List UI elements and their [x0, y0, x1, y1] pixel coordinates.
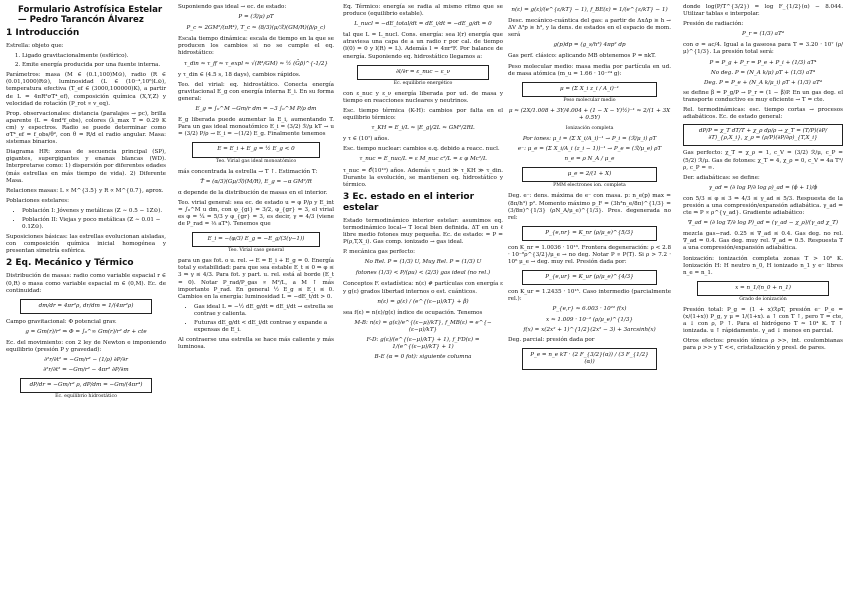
- energia-list: [178, 304, 334, 334]
- nonrel-degenerate-box: P_{e,nr} = K_nr (ρ/μ_e)^{5/3}: [522, 226, 657, 241]
- electron-density-equation: n_e = ρ N_A / μ_e: [564, 156, 615, 163]
- list-item: • Futuras dE_g/dt < dE_i/dt contrae y expande a expensas de E_i.: [194, 320, 334, 334]
- nuclear-timescale-text: Esc. tiempo nuclear: cambios e.q. debido a reacc. nucl.: [343, 146, 500, 153]
- suposiciones-text: Suposiciones básicas: las estrellas evolucionan aisladas, con composición química inicial homogénea y presentan simetría esférica.: [6, 234, 166, 255]
- energy-balance-caption: Ec. equilibrio energético: [393, 80, 453, 86]
- list-item: 2. Emite energía producida por una fuente interna.: [22, 62, 166, 69]
- ionization-degree-caption: Grado de ionización: [739, 296, 787, 302]
- tablas-text: donde log(P/T^{3/2}) = log F_{1/2}(α) − 8.044. Utilizar tablas e interpolar.: [683, 4, 843, 18]
- otros-efectos-text: Otros efectos: presión iónica ρ >>, int. coulombianas para ρ >> y T <<, cristalización y presl. de pares.: [683, 338, 843, 352]
- presion-mecanica-heading: P. mecánica gas perfecto:: [343, 249, 416, 256]
- f-function-equation: f(x) = x(2x² + 1)^{1/2}(2x² − 3) + 3arcsinh(x): [523, 326, 656, 333]
- maxwell-boltzmann-equation: M-B: n(ε) = g(ε)/e^{(ε−μ)/kT}, f_MB(ε) = e^{−(ε−μ)/kT}: [354, 319, 492, 333]
- virial-general-box: E_i = −(φ/3) E_g = −E_g/(3(γ−1)): [192, 232, 320, 247]
- electron-mu-caption: PMM electrones ion. completa: [553, 183, 626, 189]
- occupation-equation: n(ε) = g(ε) / (e^{(ε−μ)/kT} + β): [377, 298, 469, 305]
- relaciones-masas-text: Relaciones masas: L ∝ M^{3.5} y R ∝ M^{0.7}, aprox.: [6, 187, 164, 194]
- poblaciones-list: [6, 208, 166, 231]
- bose-einstein-equation: n(ε) = g(ε)/(e^{ε/kT} − 1), f_BE(ε) = 1/(e^{ε/kT} − 1): [511, 7, 668, 13]
- contraccion-final-text: Al contraerse una estrella se hace más caliente y más luminosa.: [178, 337, 334, 351]
- fermi-dirac-equation: F-D: g(ε)/(e^{(ε−μ)/kT} + 1), f_FD(ε) = 1/(e^{(ε−μ)/kT} + 1): [366, 337, 480, 351]
- general-eos-box: dP/P = χ_T dT/T + χ_ρ dρ/ρ → χ_T = (T/P)(∂P/∂T)_{ρ,X_i}, χ_ρ = (ρ/P)(∂P/∂ρ)_{T,X_i}: [683, 124, 843, 146]
- page-title: Formulario Astrofísica Estelar — Pedro Tarancón Álvarez: [18, 5, 163, 25]
- gradient-values-text: mezcla gas−rad. 0.25 ≤ ∇_ad ≤ 0.4. Gas deg. no rel. ∇_ad = 0.4. Gas deg. muy rel. ∇_ad = 0.5. Respuesta T a una compresión/expansión adiabática.: [683, 231, 843, 252]
- luminosity-equation: L_nucl = −dE_total/dt = dE_i/dt = −dE_g/dt = 0: [354, 21, 492, 28]
- parametros-text: Parámetros: masa (M ∈ (0.1,100)M⊙), radio (R ∈ (0.01,1000)R⊙), luminosidad (L ∈ (10⁻⁴,10⁶)L⊙), temperatura efectiva (T_ef ∈ (3000,100000)K), a partir de L = 4πR²σT⁴_ef), composición química (X,Y,Z) y velocidad de rotación (P_rot ∝ v_eq).: [6, 72, 166, 107]
- nondeg-pressure-equation: No deg. P = (N_A k/μ) ρT + (1/3) aT⁴: [710, 69, 816, 76]
- kur-text: con K_ur = 1.2435 · 10¹⁵. Caso intermedio (parcialmente rel.):: [508, 289, 671, 303]
- list-item: 1. Ligado gravitacionalmente (esférico).: [22, 53, 166, 60]
- adiabatic-exponent-equation: γ_ad = (∂ log P/∂ log ρ)_ad = (ϕ + 1)/ϕ: [708, 184, 818, 191]
- ideal-gas-equation: P = (ℛ/μ) ρT: [238, 14, 274, 21]
- ultrarel-degenerate-box: P_{e,ur} = K_ur (ρ/μ_e)^{4/3}: [522, 270, 657, 285]
- deg-pressure-equation: Deg. P = P_e + (N_A k/μ_i) ρT + (1/3) aT⁴: [704, 79, 822, 86]
- deg-parcial-text: Deg. parcial: presión dada por: [508, 336, 595, 343]
- column-1: [6, 4, 166, 404]
- mean-molecular-weight-caption: Peso molecular medio: [563, 97, 616, 103]
- nuclear-energy-text: con ε_nuc y ε_ν energía liberada por ud. de masa y tiempo en reacciones nucleares y neutrinos.: [343, 90, 503, 104]
- list-item: • Población I: Jóvenes y metálicas (Z ∼ 0.5 − 1Z⊙).: [22, 208, 166, 215]
- column-3: [343, 4, 503, 364]
- peso-molecular-text: Peso molecular medio: masa media por partícula en ud. de masa atómica (m_u = 1.66 · 10⁻²⁴ g):: [508, 63, 671, 77]
- gas-ideal-intro: Suponiendo gas ideal → ec. de estado:: [178, 4, 287, 10]
- ionizacion-text: Ionización: ionización completa zonas T > 10⁶ K. Ionización H: H neutro n_0, H ionizado n_1 y e⁻ libres n_e = n_1.: [683, 255, 843, 276]
- movimiento-text: Ec. del movimiento: con 2 ley de Newton e imponiendo equilibrio (presión P y gravedad):: [6, 340, 166, 354]
- pressure-relation-equation: No Rel. P = (1/3) U, Muy Rel. P = (1/3) U: [364, 259, 482, 266]
- desc-mecanica-text: Desc. mecánico-cuántica del gas: a partir de ΔxΔp ≥ h → ΔV Δ³p ≥ h³, y la dens. de estados en el espacio de mom. será: [508, 18, 671, 39]
- hydrostatic-equation-box: dP/dr = −Gm/r² ρ, dP/dm = −Gm/(4πr⁴): [20, 378, 152, 393]
- partial-rel-pressure-equation: P_{e,r} ≈ 6.003 · 10²² f(x): [552, 306, 627, 313]
- virial-text: Teo. del virial: eq. hidrostático. Conecta energía gravitacional E_g con energía interna E_i. En su forma general:: [178, 81, 334, 102]
- list-item: • Población II: Viejas y poco metálicas (Z ∼ 0.01 − 0.1Z⊙).: [22, 217, 166, 231]
- energia-total-text: para un gas fot. o u. rel. → E = E_i + E_g = 0. Energía total y estabilidad: para que sea estable E_t ≤ 0 ⇒ φ ≤ 3 ⇒ γ ≤ 4/3. Para fot. y part. u. rel. está al borde (E_t = 0). Notar P_rad/P_gas ∝ M²/L, a M ↑ más importante P_rad. En general ½ E_g ≤ E_i ≤ 0. Cambios en la energía: luminosidad L = −dE_t/dt > 0.: [178, 258, 334, 300]
- temperature-estimate-equation: T̄ = (α/3)(Gμ/ℛ)(M/R), E_g = −α GM²/R: [200, 178, 312, 185]
- nuclear-timescale-equation: τ_nuc = E_nuc/L = ε M_nuc c²/L = ε φ Mc²/L: [359, 156, 487, 163]
- column-4: [508, 4, 671, 371]
- gas-perfecto-text: Gas perfecto: χ_T = χ_ρ = 1, c_V = (3/2) ℛ/μ, c_P = (5/2) ℛ/μ. Gas de fotones: χ_T = 4, χ_ρ = 0, c_V = 4a T³/ρ, c_P = ∞.: [683, 150, 843, 171]
- motion-equation-2: ∂²r/∂t² = −Gm/r² − 4πr² ∂P/∂m: [43, 367, 129, 374]
- column-2: [178, 4, 334, 354]
- alpha-text: α depende de la distribución de masas en el interior.: [178, 189, 328, 196]
- central-pressure-equation: P_c ≃ 2GM²/(πR⁴), T_c ≃ (8/3)(μ/ℛ)(GM/R)(ρ̄/ρ_c): [186, 25, 326, 32]
- density-of-states-equation: g(p)dp = (g_s/h³) 4πp² dp: [553, 42, 626, 49]
- rel-termo-text: Rel. termodinámicas: esc. tiempo cortas → procesos adiabáticos. Ec. de estado general:: [683, 107, 843, 121]
- partial-degenerate-box: P_e = n_e kT · (2 F_{3/2}(α)) / (3 F_{1/2}(α)): [522, 348, 657, 370]
- eg-text: E_g liberada puede aumentar la E_i, aumentando T. Para un gas ideal monoatómico E_i = (3/2) ℛ/μ kT → u = (3/2) P/ρ → E_i = −(1/2) E_g. Finalmente tenemos: [178, 117, 334, 138]
- dynamic-timescale-equation: τ_din ≈ τ_ff ≈ τ_expl ≈ √(R³/GM) ≈ ½ (Ḡρ̄)^{-1/2}: [184, 60, 328, 67]
- kh-timescale-equation: τ_KH = E_i/L ≈ |E_g|/2L ≈ GM²/2RL: [371, 125, 475, 132]
- tdin-range-text: y τ_din ∈ (4.5 s, 18 days), cambios rápidos.: [178, 71, 301, 78]
- poblaciones-heading: Poblaciones estelares:: [6, 197, 70, 204]
- adiabatic-gradient-equation: ∇_ad = (∂ log T/∂ log P)_ad = (γ_ad − χ_ρ)/(γ_ad χ_T): [687, 220, 839, 227]
- diagrama-hr-text: Diagrama HR: zonas de secuencia principal (SP), gigantes, supergigantes y enanas blancas (WD). Interpretarse como: 1) dispersión por diferentes edades (más estrellas en más tiempo de vida). 2) Diferente Masa.: [6, 149, 166, 184]
- radiacion-text: con σ = ac/4. Igual a la gaseosa para T = 3.20 · 10⁷ (ρ/μ)^{1/3}. La presión total será:: [683, 42, 843, 56]
- full-ionization-equation: μ ≈ (2X/1.008 + 3Y/4.004 + (1 − X − Y)½)⁻¹ ≈ 2/(1 + 3X + 0.5Y): [508, 107, 671, 121]
- kh-text: Esc. tiempo térmica (K-H): cambios por falta en el equilibrio térmico:: [343, 107, 503, 122]
- radiation-pressure-equation: P_r = (1/3) aT⁴: [742, 31, 784, 38]
- kh-range-text: y τ ∈ (10⁷) años.: [343, 136, 390, 143]
- estado-termo-text: Estado termodinámico interior estelar: asumimos eq. termodinámico local→ T local bien definida. ΔT en un ℓ libre medio fotones muy pequeña. Ec. de estado: = P = P(ρ,T,X_i). Gas comp. ionizado → gas ideal.: [343, 217, 503, 246]
- bose-einstein-note: B-E (α = 0 fot): siguiente columna: [374, 354, 472, 361]
- section-title-2: 2 Eq. Mecánico y Térmico: [6, 258, 134, 269]
- gravity-equation: g = Gm(r)/r² ⇒ Φ = ∫₀^∞ Gm(r)/r² dr + cte: [25, 328, 147, 335]
- column-5: [683, 4, 843, 355]
- eq-termico-text: Eq. Térmico: energía se radia al mismo ritmo que se produce (equilibrio estable).: [343, 4, 503, 18]
- virial-ideal-box: E = E_i + E_g = ½ E_g < 0: [192, 142, 320, 157]
- section-title-3: 3 Ec. estado en el interior estelar: [343, 191, 475, 213]
- virial-general-caption: Teo. Virial caso general: [228, 248, 284, 254]
- estrella-def: Estrella: objeto que:: [6, 43, 64, 49]
- campo-grav-text: Campo gravitacional: Φ potencial grav.: [6, 318, 117, 325]
- virial-general-text: Teo. virial general: sea ec. de estado u = φ P/ρ y E_int = ∫₀^M u dm, con φ_{gi} = 3/2, φ_{gr} = 3, el virial es φ = ¼ = 5/3 y φ_{gr} = 3, es decir, γ = 4/3 (viene de P_rad = ⅓ aT⁴). Tenemos que: [178, 199, 334, 228]
- knr-text: con K_nr = 1.0036 · 10¹³. Frontera degeneración: ρ < 2.8 · 10⁻⁸ρ^{3/2}/μ_e → no deg. Notar P ∝ P(T). Si ρ > 7.2 · 10⁶ μ_e → deg. muy rel. Presión dada por:: [508, 244, 671, 266]
- presion-total-text: Presión total: P_g = (1 + x)ℛρT, presión e⁻ P_e = (x/(1+x)) P_g, y μ = 1/(1+x). a ↑ con T ↑, pero T = cte, a ↓ con ρ, P ↑. Para el hidrógeno T ≃ 10⁴ K. T ↑ ionizada. u ↑ rápidamente. γ_ad ↓ menos en parcial.: [683, 306, 843, 335]
- continuity-equation-box: dm/dr = 4πr²ρ, dr/dm = 1/(4πr²ρ): [20, 299, 152, 314]
- ion-pressure-equation: Por iones: μ_i = (Σ X_i/A_i)⁻¹ → P_i = (ℛ/μ_i) ρT: [522, 136, 657, 143]
- radiacion-heading: Presión de radiación:: [683, 21, 744, 28]
- escala-dinamica-text: Escala tiempo dinámica: escala de tiempo en la que se producen los cambios si no se cumple el eq. hidrostático:: [178, 36, 334, 57]
- virial-ideal-caption: Teo. Virial gas ideal monoatómico: [215, 158, 297, 164]
- list-item: • Gas ideal L = −½ dE_g/dt = dE_i/dt → estrella se contrae y calienta.: [194, 304, 334, 318]
- conceptos-text: Conceptos F. estadística: n(ε) # partículas con energía ε y g(ε) grados libertad internos o est. cuánticos.: [343, 281, 503, 295]
- prop-obs-text: Prop. observacionales: distancia (paralajes → pc), brilla aparente (L = 4πd²f_obs), colores (λ_max T = 0.29 K cm) y espectros. Radio se puede determinar como σT⁴_ef = f_obs/θ², con θ = R/d el radio angular. Masa: sistemas binarios.: [6, 110, 166, 146]
- gas-perfecto-text: Gas perf. clásico: aplicando MB obtenemos P = nkT.: [508, 53, 656, 60]
- occupation-index-text: sea f(ε) = n(ε)/g(ε) índice de ocupación. Tenemos: [343, 309, 483, 316]
- electron-mu-box: μ_e = 2/(1 + X): [522, 167, 657, 182]
- contrae-text: más concentrada la estrella → T ↑. Estimación T:: [178, 168, 318, 175]
- x-parameter-equation: x ≈ 1.009 · 10⁻² (ρ/μ_e)^{1/3}: [546, 316, 633, 323]
- adiabatic-response-text: con 5/3 ≤ φ ≤ 3 ⇒ 4/3 ≤ γ_ad ≤ 5/3. Respuesta de la presión a una compresión/expansión adiabática. γ_ad = cte ⇒ P ∝ ρ^{γ_ad}. Gradiente adiabático:: [683, 195, 843, 217]
- full-ionization-caption: Ionización completa: [565, 126, 614, 132]
- energy-balance-box: ∂l/∂r = ε_nuc − ε_ν: [357, 65, 489, 80]
- section-title-1: 1 Introducción: [6, 28, 80, 38]
- der-adiabaticas-text: Der. adiabáticas: se define:: [683, 174, 760, 181]
- electron-pressure-equation: e⁻: μ_e = (Σ X_i/A_i (z_i − 1))⁻¹ → P_e = (ℛ/μ_e) ρT: [517, 146, 662, 153]
- ionization-degree-box: x = n_1/(n_0 + n_1): [697, 281, 829, 296]
- gravitational-energy-equation: E_g = ∫₀^M −Gm/r dm = −3 ∫₀^M P/ρ dm: [195, 106, 317, 113]
- estrella-list: [6, 53, 166, 69]
- distribucion-text: Distribución de masas: radio como variable espacial r ∈ (0,R) o masa como variable espacial m ∈ (0,M). Ec. de continuidad:: [6, 273, 166, 294]
- degeneracion-text: Deg. e⁻: dens. máxima de e⁻ con masa. p: n_e(p) max = (8π/h³) p². Momento máximo p_F = (3h³n_e/8π)^{1/3} = (3/8π)^{1/3} (ρN_A/μ_e)^{1/3}. Pres. degenerada no rel:: [508, 193, 671, 221]
- motion-equation-1: ∂²r/∂t² = −Gm/r² − (1/ρ) ∂P/∂r: [44, 357, 128, 364]
- cons-energia-text: tal que L = L_nucl. Cons. energía: sea l(r) energía que atraviesa una capa de a un radio r por cal. de tiempo (l(0) = 0 y l(R) = L). Además l = 4πr²F. Por balance de energía. Suponiendo eq. hidrostático llegamos a:: [343, 32, 503, 60]
- timescale-ordering-text: τ_nuc = 𝒪(10¹⁰) años. Además τ_nucl ≫ τ_KH ≫ τ_din. Durante la evolución, se mantienen eq. hidrostático y térmico.: [343, 167, 503, 188]
- hydrostatic-caption: Ec. equilibrio hidrostático: [55, 394, 117, 400]
- total-pressure-equation: P = P_g + P_r = P_e + P_i + (1/3) aT⁴: [709, 59, 817, 66]
- beta-text: se define β = P_g/P → P_r = (1 − β)P. En un gas deg. el transporte conductivo es muy eficiente → T = cte.: [683, 89, 843, 103]
- mean-molecular-weight-box: μ = (Σ X_i z_i / A_i)⁻¹: [522, 82, 657, 97]
- pressure-bounds-equation: fotones (1/3) < P/(ρu) < (2/3) gas ideal (no rel.): [355, 270, 491, 277]
